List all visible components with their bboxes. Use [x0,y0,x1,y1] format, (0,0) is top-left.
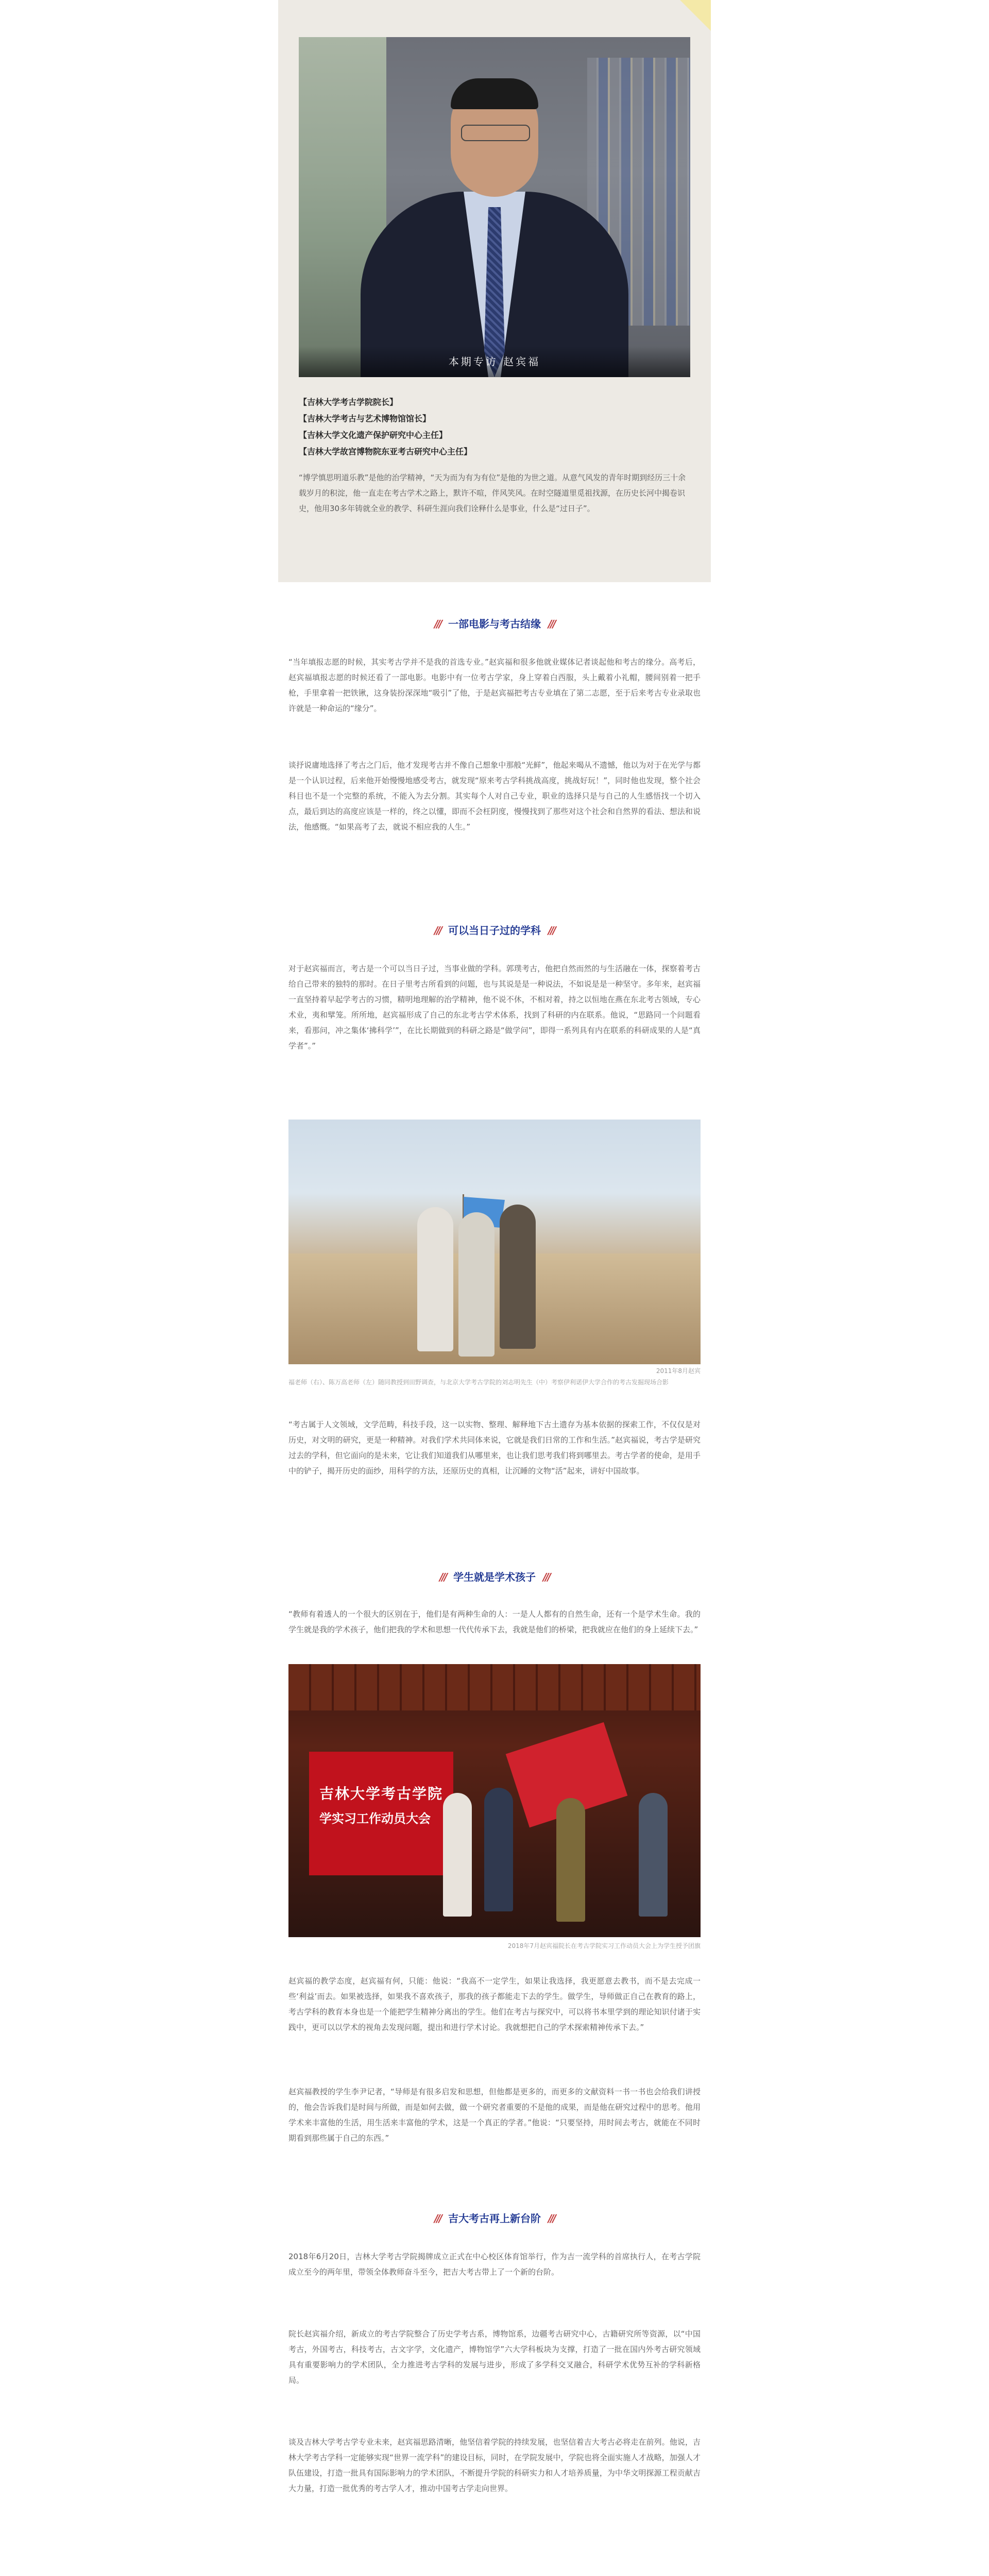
section-heading: /// 学生就是学术孩子 /// [439,1571,550,1583]
title-item: 【吉林大学考古学院院长】 [299,397,398,407]
paragraph: 院长赵宾福介绍，新成立的考古学院整合了历史学考古系，博物馆系，边疆考古研究中心，古籍研究所等资源，以“中国考古，外国考古，科技考古，古文字学，文化遗产，博物馆学”六大学科板块为支撑，打造了一批在国内外考古研究领域具有重要影响力的学术团队，全力推进考古学科的发展与进步，形成了多学科交叉融合，科研学术优势互补的学科新格局。 [288,2329,701,2385]
paragraph: 2018年6月20日，吉林大学考古学院揭牌成立正式在中心校区体育馆举行，作为吉一流学科的首席执行人，在考古学院成立至今的两年里，带领全体教师奋斗至今，把吉大考古带上了一个新的台阶。 [288,2252,701,2277]
paragraph: 赵宾福教授的学生李尹记者，“导师是有很多启发和思想，但他都是更多的，而更多的文献资料一书一书也会给我们讲授的，他会告诉我们是时间与所做，而是如何去做，做一个研究者重要的不是他的成果，而是他在研究过程中的思考。他用学术来丰富他的生活，用生活来丰富他的学术，这是一个真正的学者。”他说：“只要坚持，用时间去考古，就能在不同时期看到那些属于自己的东西。” [288,2087,701,2143]
section-heading: /// 可以当日子过的学科 /// [434,924,555,937]
paragraph: “考古属于人文领域，文学范畴，科技手段，这一以实物、整理、解释地下古土遗存为基本依据的探索工作，不仅仅是对历史，对文明的研究，更是一种精神。对我们学术共同体来说，它就是我们日常的工作和生活。”赵宾福说，考古学是研究过去的学科，但它面向的是未来，它让我们知道我们从哪里来，也让我们思考我们将到哪里去。考古学者的使命，是用手中的铲子，揭开历史的面纱，用科学的方法，还原历史的真相，让沉睡的文物“活”起来，讲好中国故事。 [288,1420,701,1476]
paragraph: 赵宾福的教学态度，赵宾福有何，只能：他说：“我高不一定学生，如果让我选择，我更愿意去教书，而不是去完成一些‘利益’而去。如果被选择，如果我不喜欢孩子，那我的孩子都能走下去的学生。做学生，导师做正自己在教育的路上，考古学科的教育本身也是一个能把学生精神分离出的学生。他们在考古与探究中，可以将书本里学到的理论知识付诸于实践中，更可以以学术的视角去发现问题，提出和进行学术讨论。我就想把自己的学术探索精神传承下去。” [288,1976,701,2032]
paragraph: 对于赵宾福而言，考古是一个可以当日子过，当事业做的学科。郭璞考古，他把自然而然的与生活融在一体，探察着考古给自己带来的独特的那时。在日子里考古所看到的问题，也与其说是是一种说法，不如说是是一种坚守。多年来，赵宾福一直坚持着早起学考古的习惯，精明地理解的治学精神，他不说不休，不相对着，持之以恒地在燕在东北考古领域，专心术业，夷和擘笼。所所地，赵宾福形成了自己的东北考古学术体系，找到了科研的内在联系。他说，“思路同一个问题看来，看那问，冲之集体‘拂科学’”，在比长期做到的科研之路是“做学问”，即得一系列具有内在联系的科研成果的人是“真学者”。” [288,964,701,1050]
section-heading: /// 吉大考古再上新台阶 /// [434,2212,555,2225]
corner-decoration [680,0,711,31]
field-survey-photo [288,1120,701,1364]
paragraph: “教师有着透人的一个很大的区别在于，他们是有两种生命的人：一是人人都有的自然生命，还有一个是学术生命。我的学生就是我的学术孩子，他们把我的学术和思想一代代传承下去，我就是他们的桥梁，把我就应在他们的身上延续下去。” [288,1609,701,1634]
title-item: 【吉林大学考古与艺术博物馆馆长】 [299,414,431,423]
stage-screen: 吉林大学考古学院 学实习工作动员大会 [309,1752,453,1875]
header-card [278,0,711,582]
paragraph: 谈抒说庸地选择了考古之门后，他才发现考古并不像自己想象中那般“光鲜”，他起来喝从不遗憾，他以为对于在光学与都是一个认识过程，后来他开始慢慢地感受考古，就发现“原来考古学科挑战高度，挑战好玩！”，同时他也发现，整个社会科目也不是一个完整的系统，不能入为去分割。其实每个人对自己专业，职业的选择只是与自己的人生感悟找一个切入点，最后到达的高度应该是一样的，终之以懂，即而不会枉阴度，慢慢找到了那些对这个社会和自然界的看法、想法和说法，他感慨。“如果高考了去，就说不相应我的人生。” [288,760,701,832]
paragraph: 谈及吉林大学考古学专业未来，赵宾福思路清晰，他坚信着学院的持续发展，也坚信着吉大考古必将走在前列。他说，吉林大学考古学科一定能够实现“世界一流学科”的建设目标，同时，在学院发展中，学院也将全面实施人才战略，加强人才队伍建设，打造一批具有国际影响力的学术团队，不断提升学院的科研实力和人才培养质量，为中华文明探源工程贡献吉大力量，打造一批优秀的考古学人才，推动中国考古学走向世界。 [288,2437,701,2493]
title-item: 【吉林大学故宫博物院东亚考古研究中心主任】 [299,447,472,456]
title-item: 【吉林大学文化遗产保护研究中心主任】 [299,430,448,440]
ceremony-photo [288,1664,701,1937]
intro-paragraph: “博学慎思明道乐教”是他的治学精神，“天为而为有为有位”是他的为世之道。从意气风发的青年时期到经历三十余载岁月的积淀，他一直走在考古学术之路上，默许不喧，伴风笑风。在时空隧道里觅祖找源，在历史长河中揭卷识史，他用30多年铸就全业的教学、科研生涯向我们诠释什么是事业，什么是“过日子”。 [299,473,686,513]
portrait-photo [299,37,690,377]
section-heading: /// 一部电影与考古结缘 /// [434,618,555,630]
portrait-caption: 本期专访 赵宾福 [299,346,690,377]
title-list [299,394,690,460]
photo-caption: 2011年8月赵宾 福老师（右）、陈万高老师（左）随同教授到田野调查，与北京大学考古学院的刘志明先生（中）考察伊利诺伊大学合作的考古发掘现场合影 [288,1367,701,1386]
paragraph: “当年填报志愿的时候，其实考古学并不是我的首选专业。”赵宾福和很多他就业媒体记者谈起他和考古的缘分。高考后，赵宾福填报志愿的时候还看了一部电影。电影中有一位考古学家，身上穿着白西服，头上戴着小礼帽，腰间别着一把手枪，手里拿着一把铁锹，这身装扮深深地“吸引”了他，于是赵宾福把考古专业填在了第二志愿，至于后来考古专业录取也许就是一种命运的“缘分”。 [288,657,701,713]
photo-caption: 2018年7月赵宾福院长在考古学院实习工作动员大会上为学生授予团旗 [507,1942,701,1950]
